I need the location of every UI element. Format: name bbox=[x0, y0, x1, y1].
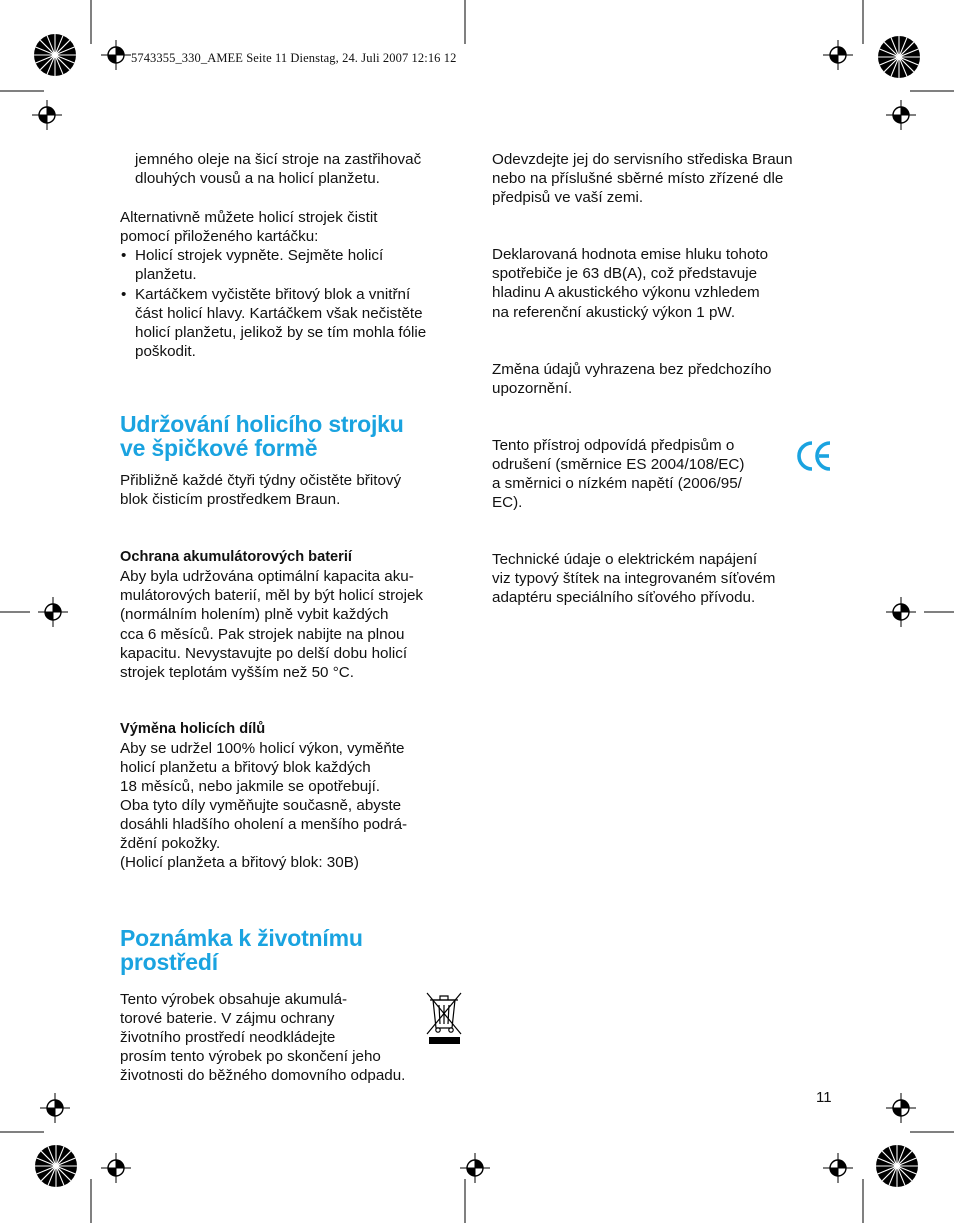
crossed-out-wheelie-bin-icon bbox=[424, 990, 464, 1046]
list-item: • Holicí strojek vypněte. Sejměte holicí planžetu. bbox=[120, 246, 465, 284]
subheading-battery: Ochrana akumulátorových baterií bbox=[120, 549, 352, 566]
ce-compliance-section bbox=[492, 436, 842, 512]
change-notice-text: Změna údajů vyhrazena bez předchozího upozornění. bbox=[492, 360, 772, 397]
environment-text: Tento výrobek obsahuje akumulá- torové baterie. V zájmu ochrany životního prostředí neodkládejte prosím tento výrobek po skončení jeho životnosti do běžného domovního odpadu. bbox=[120, 990, 406, 1084]
right-column bbox=[492, 150, 842, 608]
ce-mark-icon bbox=[793, 439, 835, 473]
left-column bbox=[120, 150, 465, 1085]
cleaning-oil-continuation: jemného oleje na šicí stroje na zastřihovač dlouhých vousů a na holicí planžetu. bbox=[135, 151, 422, 188]
section-heading-maintenance: Udržování holicího strojku ve špičkové formě bbox=[120, 410, 404, 461]
ce-compliance-text: Tento přístroj odpovídá předpisům o odrušení (směrnice ES 2004/108/EC) a směrnici o nízkém napětí (2006/95/ EC). bbox=[492, 436, 745, 512]
environment-section bbox=[120, 990, 465, 1085]
battery-section: Ochrana akumulátorových baterií Aby byla udržována optimální kapacita aku- mulátorových baterií, měl by být holicí strojek (normálním holením) plně vybit každých cca 6 měsíců. Pak strojek nabijte na plnou kapacitu. Nevystavujte po delší dobu holicí strojek teplotám vyšším než 50 °C. bbox=[120, 548, 465, 682]
maintenance-text: Přibližně každé čtyři týdny očistěte břitový blok čisticím prostředkem Braun. bbox=[120, 471, 402, 509]
list-item: • Kartáčkem vyčistěte břitový blok a vnitřní část holicí hlavy. Kartáčkem však nečistěte holicí planžetu, jelikož by se tím mohla fólie poškodit. bbox=[120, 285, 465, 361]
subheading-parts: Výměna holicích dílů bbox=[120, 720, 266, 737]
brush-cleaning-intro: Alternativně můžete holicí strojek čistit pomocí přiloženého kartáčku: bbox=[120, 209, 378, 246]
print-slug: 5743355_330_AMEE Seite 11 Dienstag, 24. Juli 2007 12:16 12 bbox=[131, 51, 457, 65]
parts-replacement-section: Výměna holicích dílů Aby se udržel 100% holicí výkon, vyměňte holicí planžetu a břitový blok každých 18 měsíců, nebo jakmile se opotřebují. Oba tyto díly vyměňujte současně, abyste dosáhli hladšího oholení a menšího podrá- ždění pokožky. (Holicí planžeta a břitový blok: 30B) bbox=[120, 720, 465, 873]
section-heading-environment: Poznámka k životnímu prostředí bbox=[120, 924, 363, 975]
page-number: 11 bbox=[816, 1089, 832, 1106]
noise-emission-text: Deklarovaná hodnota emise hluku tohoto spotřebiče je 63 dB(A), což představuje hladinu A akustického výkonu vzhledem na referenční akustický výkon 1 pW. bbox=[492, 246, 769, 321]
service-disposal-text: Odevzdejte jej do servisního střediska Braun nebo na příslušné sběrné místo zřízené dle předpisů ve vaší zemi. bbox=[492, 151, 793, 207]
technical-data-text: Technické údaje o elektrickém napájení viz typový štítek na integrovaném síťovém adaptéru speciálního síťového přívodu. bbox=[492, 551, 776, 607]
brush-cleaning-steps bbox=[120, 246, 465, 361]
